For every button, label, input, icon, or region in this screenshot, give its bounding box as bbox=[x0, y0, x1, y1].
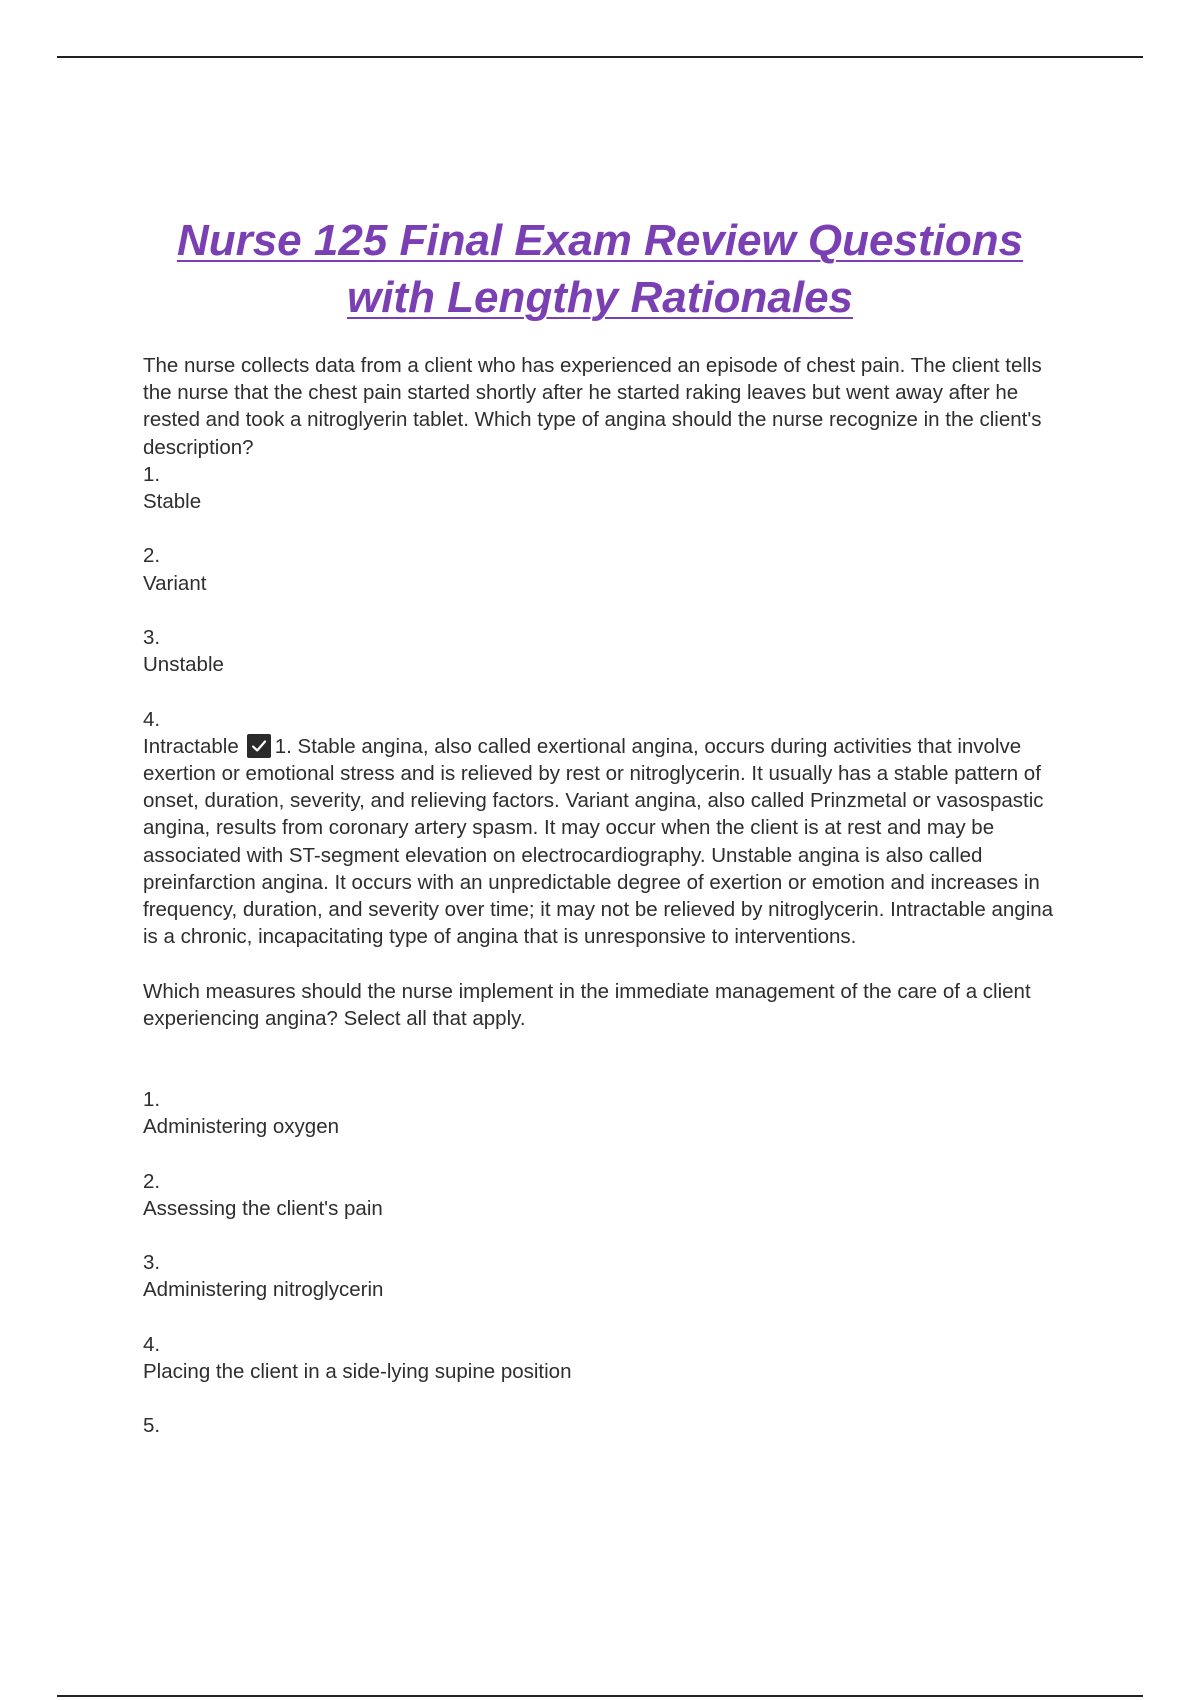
title-line-2: with Lengthy Rationales bbox=[346, 273, 854, 322]
q2-option-3-text: Administering nitroglycerin bbox=[143, 1278, 384, 1302]
q1-option-3-number: 3. bbox=[143, 626, 161, 649]
q1-rationale: 1. Stable angina, also called exertional angina, occurs during activities that involve exertion or emotional stress and is relieved by rest or nitroglycerin. It usually has a stable pattern of onset, duration, severity, and relieving factors. Variant angina, also called Prinzmetal or vasospastic angina, results from coronary artery spasm. It may occur when the client is at rest and may be associated with ST-segment elevation on electrocardiography. Unstable angina is also called preinfarction angina. It occurs with an unpredictable degree of exertion or emotion and increases in frequency, duration, and severity over time; it may not be relieved by nitroglycerin. Intractable angina is a chronic, incapacitating type of angina that is unresponsive to interventions. bbox=[143, 734, 1054, 949]
q2-option-1-text: Administering oxygen bbox=[143, 1115, 339, 1139]
q1-option-3-text: Unstable bbox=[143, 653, 224, 677]
spacer bbox=[143, 678, 1073, 705]
document-body bbox=[143, 352, 1073, 1440]
title-line-1: Nurse 125 Final Exam Review Questions bbox=[176, 216, 1024, 265]
q1-option-1-text: Stable bbox=[143, 490, 202, 514]
question-1-stem: The nurse collects data from a client who has experienced an episode of chest pain. The client tells the nurse that the chest pain started shortly after he started raking leaves but went away after he rested and took a nitroglyerin tablet. Which type of angina should the nurse recognize in the client's description? bbox=[143, 354, 1042, 459]
q1-option-1-number: 1. bbox=[143, 462, 161, 486]
q1-option-4-text: Intractable bbox=[143, 734, 239, 758]
spacer bbox=[143, 1385, 1073, 1412]
checkmark-icon bbox=[247, 734, 271, 758]
spacer bbox=[143, 1032, 1073, 1086]
q2-option-4-text: Placing the client in a side-lying supine position bbox=[143, 1360, 572, 1383]
q1-option-2-text: Variant bbox=[143, 571, 207, 595]
spacer bbox=[143, 1140, 1073, 1167]
q2-option-2-text: Assessing the client's pain bbox=[143, 1196, 383, 1220]
question-2-stem: Which measures should the nurse implement in the immediate management of the care of a client experiencing angina? Select all that apply. bbox=[143, 979, 1031, 1030]
spacer bbox=[143, 1222, 1073, 1249]
document-title bbox=[100, 212, 1100, 326]
spacer bbox=[143, 597, 1073, 624]
q2-option-5-number: 5. bbox=[143, 1414, 161, 1438]
spacer bbox=[143, 515, 1073, 542]
q1-option-4-number: 4. bbox=[143, 707, 161, 731]
q1-option-4-with-rationale bbox=[143, 733, 1073, 951]
header-rule bbox=[57, 56, 1143, 58]
q1-option-2-number: 2. bbox=[143, 544, 161, 568]
q2-option-3-number: 3. bbox=[143, 1251, 161, 1275]
q2-option-1-number: 1. bbox=[143, 1088, 161, 1112]
spacer bbox=[143, 1304, 1073, 1331]
footer-rule bbox=[57, 1695, 1143, 1697]
q2-option-4-number: 4. bbox=[143, 1332, 161, 1356]
spacer bbox=[143, 950, 1073, 977]
q2-option-2-number: 2. bbox=[143, 1169, 161, 1193]
